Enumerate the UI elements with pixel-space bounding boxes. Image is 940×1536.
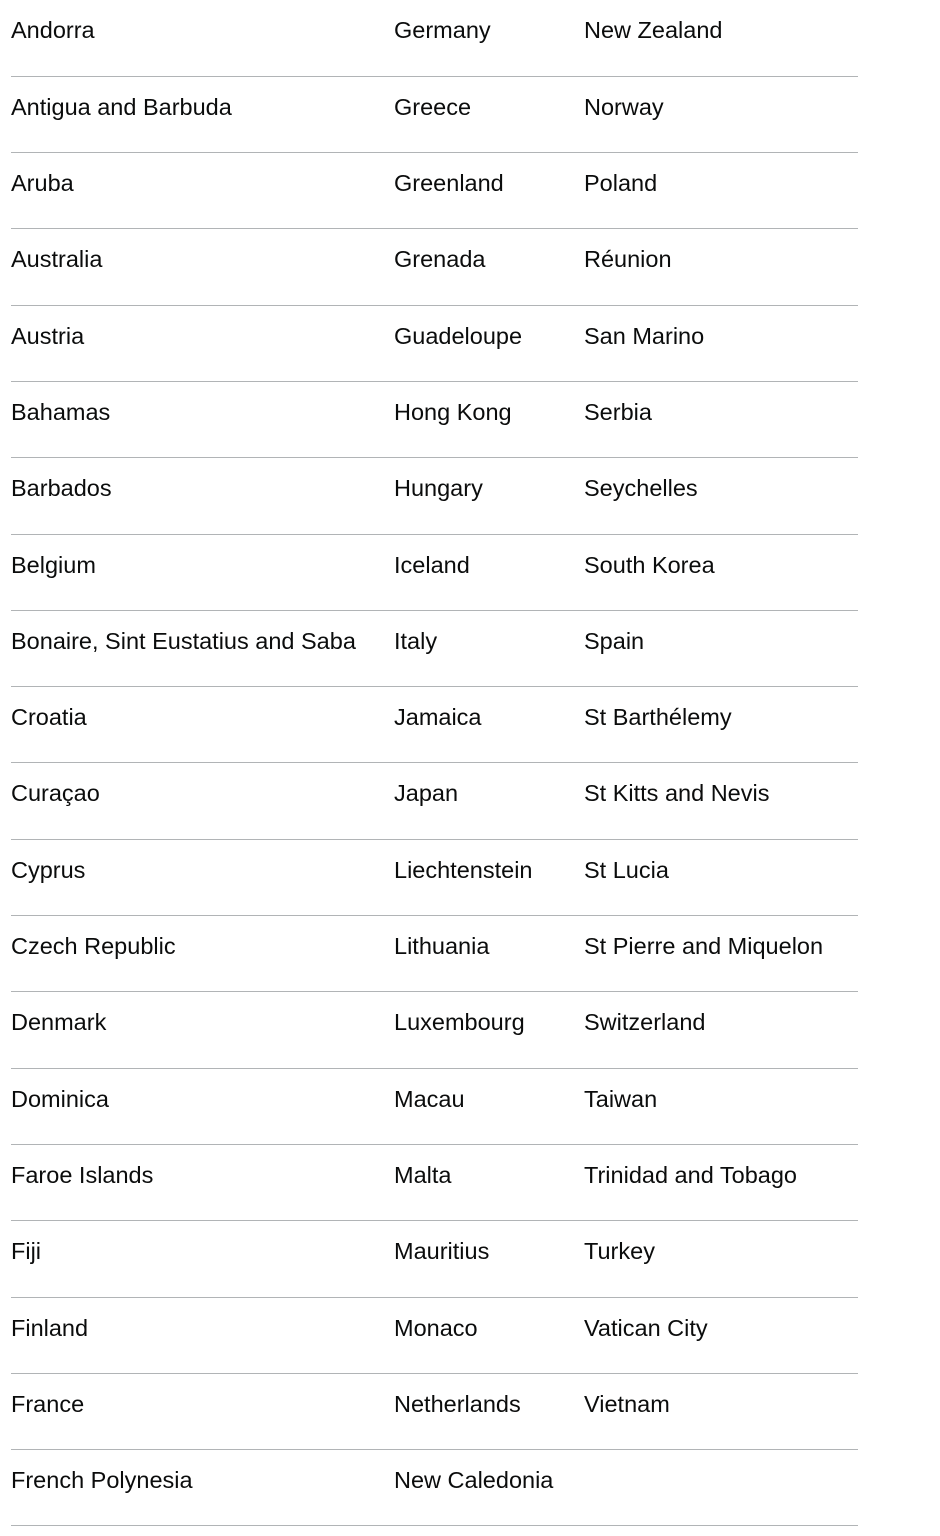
country-cell: Turkey [584,1221,858,1297]
country-cell: Greece [394,76,584,152]
country-cell: Norway [584,76,858,152]
country-cell: Macau [394,1068,584,1144]
country-cell: Cyprus [11,839,394,915]
country-cell: Vatican City [584,1297,858,1373]
table-row [11,1221,858,1297]
table-row [11,839,858,915]
country-cell: Grenada [394,229,584,305]
country-cell: Aruba [11,153,394,229]
table-row [11,916,858,992]
table-row [11,381,858,457]
country-cell: Vietnam [584,1373,858,1449]
table-row [11,992,858,1068]
country-cell: Jamaica [394,687,584,763]
table-row [11,763,858,839]
country-cell: Seychelles [584,458,858,534]
country-cell: Italy [394,610,584,686]
country-cell: Hungary [394,458,584,534]
country-cell: Malta [394,1144,584,1220]
country-cell: Curaçao [11,763,394,839]
country-cell: Guadeloupe [394,305,584,381]
country-cell: San Marino [584,305,858,381]
country-cell: Andorra [11,0,394,76]
table-row [11,1297,858,1373]
country-cell: New Zealand [584,0,858,76]
country-cell: Trinidad and Tobago [584,1144,858,1220]
country-cell: Bonaire, Sint Eustatius and Saba [11,610,394,686]
country-cell: Australia [11,229,394,305]
country-cell: France [11,1373,394,1449]
table-row [11,1373,858,1449]
table-row [11,610,858,686]
country-cell: Iceland [394,534,584,610]
country-cell: Monaco [394,1297,584,1373]
country-cell: Faroe Islands [11,1144,394,1220]
table-row [11,1068,858,1144]
country-cell: Dominica [11,1068,394,1144]
country-cell: Taiwan [584,1068,858,1144]
country-cell: St Pierre and Miquelon [584,916,858,992]
country-cell: Austria [11,305,394,381]
country-cell: Fiji [11,1221,394,1297]
country-cell: Japan [394,763,584,839]
country-cell: Antigua and Barbuda [11,76,394,152]
country-cell: Lithuania [394,916,584,992]
country-cell: Mauritius [394,1221,584,1297]
country-cell: Netherlands [394,1373,584,1449]
country-cell: Finland [11,1297,394,1373]
country-cell: Serbia [584,381,858,457]
table-row [11,534,858,610]
table-row [11,229,858,305]
country-table [11,0,858,1526]
country-cell: St Barthélemy [584,687,858,763]
country-cell: Réunion [584,229,858,305]
table-row [11,1450,858,1526]
country-cell: Greenland [394,153,584,229]
country-cell: French Polynesia [11,1450,394,1526]
table-row [11,458,858,534]
country-cell: New Caledonia [394,1450,584,1526]
country-cell [584,1450,858,1526]
country-cell: Liechtenstein [394,839,584,915]
country-cell: St Lucia [584,839,858,915]
country-cell: Hong Kong [394,381,584,457]
table-row [11,1144,858,1220]
country-table-body [11,0,858,1526]
country-cell: Belgium [11,534,394,610]
country-cell: Czech Republic [11,916,394,992]
table-row [11,76,858,152]
country-cell: Germany [394,0,584,76]
country-cell: Bahamas [11,381,394,457]
table-row [11,153,858,229]
country-cell: St Kitts and Nevis [584,763,858,839]
country-cell: Barbados [11,458,394,534]
country-cell: South Korea [584,534,858,610]
country-cell: Spain [584,610,858,686]
country-cell: Luxembourg [394,992,584,1068]
country-cell: Croatia [11,687,394,763]
country-cell: Poland [584,153,858,229]
table-row [11,0,858,76]
table-row [11,305,858,381]
country-cell: Switzerland [584,992,858,1068]
table-row [11,687,858,763]
country-cell: Denmark [11,992,394,1068]
